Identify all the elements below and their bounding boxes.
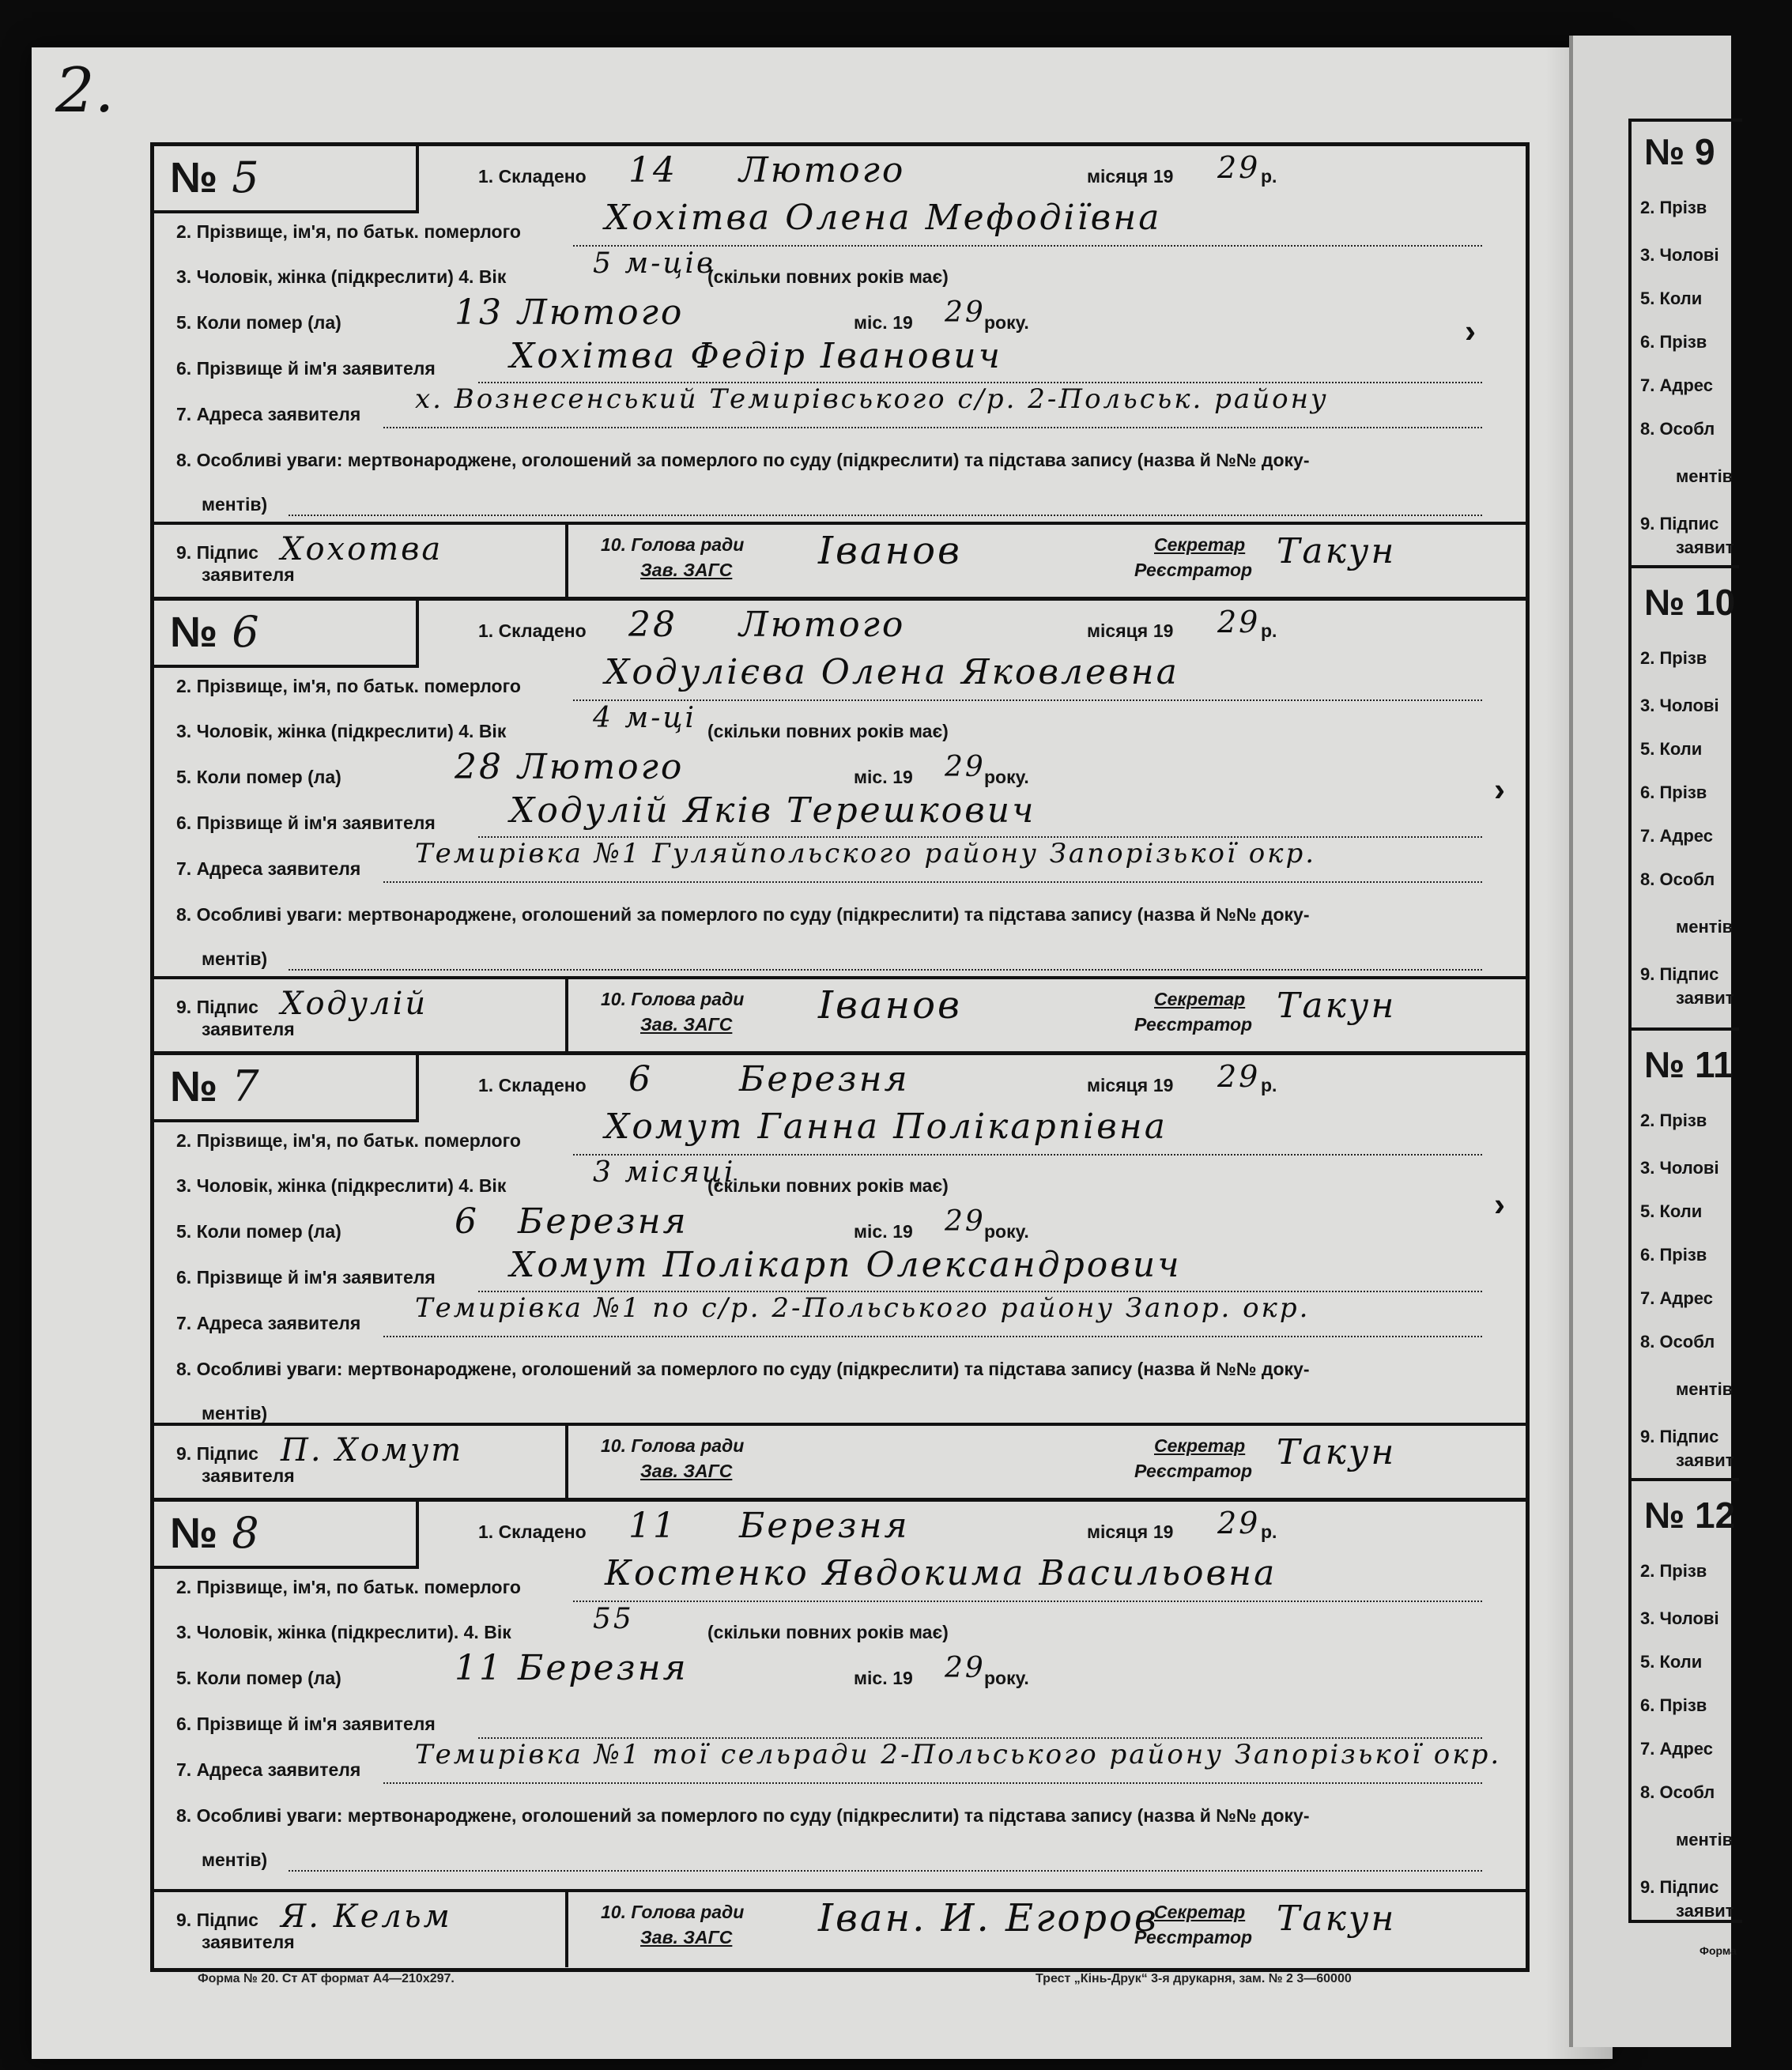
- death-record: № 7 1. Складено 6 Березня місяця 19 29 р. 2. Прізвище, ім'я, по батьк. померлого Хомут Ганна Полікарпівна 3. Чоловік, жінка (підкреслити) 4. Вік 3 місяці (скільки повних років має) 5. Коли помер (ла) 6 Березня міс. 19 29 року. 6. Прізвище й ім'я заявителя Хомут Полікарп Олександрович 7. Адреса заявителя Темирівка №1 по с/р. 2-Польського району Запор. окр. 8. Особливі уваги: мертвонароджене, оголошений за померлого по суду (підкреслити) та підстава запису (назва й №№ доку- ментів) 9. Підпис заявителя П. Хомут 10. Голова ради Зав. ЗАГС Секретар Реєстратор Такун: [154, 1055, 1526, 1502]
- signature-row: 9. Підпис заявителя Ходулій 10. Голова ради Зав. ЗАГС Іванов Секретар Реєстратор Такун: [154, 976, 1526, 1054]
- died-label: 5. Коли помер (ла): [176, 312, 341, 333]
- fill-line: [573, 1601, 1482, 1602]
- declarant-label: 6. Прізвище й ім'я заявителя: [176, 1267, 436, 1288]
- next-record-field: 5. Коли: [1640, 288, 1703, 308]
- fill-line: [289, 515, 1482, 516]
- surname-label: 2. Прізвище, ім'я, по батьк. померлого: [176, 676, 521, 696]
- next-record-field: заявит: [1676, 988, 1734, 1008]
- declarant-signature: Ходулій: [281, 986, 428, 1022]
- footer-form-info: Форма № 20. Ст АТ формат А4—210х297.: [198, 1972, 455, 1985]
- composed-year: 29: [1217, 1059, 1261, 1094]
- year-prefix: 19: [1153, 1075, 1174, 1095]
- secretary-label: Секретар: [1154, 989, 1246, 1009]
- docs-label: ментів): [202, 494, 268, 515]
- death-register-form: [150, 142, 1530, 1972]
- month-label: місяця: [1087, 166, 1149, 187]
- mis-label: міс.: [854, 1221, 888, 1242]
- next-record-field: 6. Прізв: [1640, 1245, 1707, 1265]
- composed-year: 29: [1217, 1506, 1261, 1540]
- composed-year: 29: [1217, 150, 1261, 185]
- declarant-signature: Хохотва: [281, 531, 443, 567]
- next-record-field: 8. Особл: [1640, 1782, 1715, 1802]
- next-record-field: 5. Коли: [1640, 739, 1703, 759]
- special-label: 8. Особливі уваги: мертвонароджене, оголошений за померлого по суду (підкреслити) та підстава запису (назва й №№ доку-: [176, 450, 1310, 470]
- fill-line: [289, 1870, 1482, 1872]
- deceased-age: 3 місяці: [593, 1156, 736, 1189]
- sex-age-label: 3. Чоловік, жінка (підкреслити) 4. Вік: [176, 1175, 507, 1196]
- head-signature: Іван. И. Егоров: [818, 1896, 1159, 1940]
- secretary-signature: Такун: [1277, 531, 1397, 571]
- died-month: Березня: [518, 1648, 689, 1688]
- age-note: (скільки повних років має): [707, 266, 949, 287]
- year-suffix: р.: [1261, 620, 1277, 641]
- next-record-field: заявит: [1676, 1901, 1734, 1921]
- next-record-number: № 11: [1644, 1044, 1734, 1085]
- next-record-number: № 9: [1644, 131, 1715, 172]
- next-record-field: 5. Коли: [1640, 1201, 1703, 1221]
- sex-age-label: 3. Чоловік, жінка (підкреслити) 4. Вік: [176, 721, 507, 741]
- surname-label: 2. Прізвище, ім'я, по батьк. померлого: [176, 1577, 521, 1597]
- sign-label: 9. Підпис: [176, 1443, 258, 1464]
- next-page-footer: Форма: [1700, 1944, 1737, 1957]
- record-number: № 7: [154, 1055, 419, 1122]
- died-month: Лютого: [518, 747, 685, 787]
- year-suffix: р.: [1261, 1521, 1277, 1542]
- declarant-address: Темирівка №1 по с/р. 2-Польського району Запор. окр.: [415, 1292, 1311, 1324]
- year-suffix: р.: [1261, 1075, 1277, 1095]
- address-label: 7. Адреса заявителя: [176, 858, 361, 879]
- signature-row: 9. Підпис заявителя Хохотва 10. Голова ради Зав. ЗАГС Іванов Секретар Реєстратор Такун: [154, 522, 1526, 600]
- deceased-age: 5 м-ців: [593, 247, 715, 280]
- margin-mark: ›: [1494, 771, 1505, 808]
- roku-label: року.: [984, 1668, 1029, 1688]
- declarant-label: 6. Прізвище й ім'я заявителя: [176, 358, 436, 379]
- age-note: (скільки повних років має): [707, 721, 949, 741]
- declarant-label: 6. Прізвище й ім'я заявителя: [176, 1714, 436, 1734]
- month-label: місяця: [1087, 1521, 1149, 1542]
- record-number: № 6: [154, 601, 419, 668]
- month-label: місяця: [1087, 620, 1149, 641]
- deceased-age: 4 м-ці: [593, 702, 696, 734]
- composed-month: Лютого: [739, 150, 906, 190]
- address-label: 7. Адреса заявителя: [176, 1759, 361, 1780]
- next-record-field: 2. Прізв: [1640, 1110, 1707, 1130]
- fill-line: [573, 245, 1482, 247]
- died-year: 29: [945, 296, 986, 329]
- signature-row: 9. Підпис заявителя П. Хомут 10. Голова ради Зав. ЗАГС Секретар Реєстратор Такун: [154, 1423, 1526, 1501]
- next-record-number: № 10: [1644, 582, 1736, 623]
- fill-line: [383, 881, 1482, 883]
- fill-line: [573, 699, 1482, 701]
- special-label: 8. Особливі уваги: мертвонароджене, оголошений за померлого по суду (підкреслити) та підстава запису (назва й №№ доку-: [176, 904, 1310, 925]
- next-record-field: 6. Прізв: [1640, 1695, 1707, 1715]
- next-record-field: ментів: [1676, 1379, 1734, 1399]
- declarant-name: Хомут Полікарп Олександрович: [510, 1245, 1182, 1285]
- docs-label: ментів): [202, 1849, 268, 1870]
- next-record-field: заявит: [1676, 1450, 1734, 1470]
- next-record-field: 9. Підпис: [1640, 514, 1719, 534]
- fill-line: [383, 427, 1482, 428]
- composed-row: 1. Складено: [478, 1075, 587, 1095]
- next-record-field: 2. Прізв: [1640, 198, 1707, 217]
- declarant-address: Темирівка №1 Гуляйпольского району Запорізької окр.: [415, 838, 1317, 869]
- secretary-label: Секретар: [1154, 534, 1246, 555]
- roku-label: року.: [984, 312, 1029, 333]
- deceased-age: 55: [593, 1603, 634, 1635]
- died-day: 13: [455, 292, 504, 333]
- next-record-field: 8. Особл: [1640, 869, 1715, 889]
- composed-day: 14: [628, 150, 677, 190]
- died-day: 6: [455, 1201, 479, 1242]
- died-month: Лютого: [518, 292, 685, 333]
- declarant-signature: П. Хомут: [281, 1432, 464, 1469]
- next-record-field: 8. Особл: [1640, 1332, 1715, 1352]
- mis-label: міс.: [854, 767, 888, 787]
- head-signature: Іванов: [818, 529, 962, 573]
- declarant-address: х. Вознесенський Темирівського с/р. 2-Польськ. району: [415, 383, 1329, 415]
- next-record-field: 2. Прізв: [1640, 1561, 1707, 1581]
- fill-line: [573, 1154, 1482, 1156]
- docs-label: ментів): [202, 1403, 268, 1423]
- deceased-name: Хомут Ганна Полікарпівна: [605, 1107, 1168, 1147]
- next-record-field: 8. Особл: [1640, 419, 1715, 439]
- docs-label: ментів): [202, 948, 268, 969]
- margin-mark: ›: [1465, 312, 1476, 349]
- next-record-field: 7. Адрес: [1640, 1288, 1713, 1308]
- next-record-field: 6. Прізв: [1640, 332, 1707, 352]
- died-label: 5. Коли помер (ла): [176, 767, 341, 787]
- head-signature: Іванов: [818, 983, 962, 1027]
- footer-printer-info: Трест „Кінь-Друк“ 3-я друкарня, зам. № 2 3—60000: [1036, 1972, 1352, 1985]
- composed-month: Березня: [739, 1059, 910, 1099]
- signature-row: 9. Підпис заявителя Я. Кельм 10. Голова ради Зав. ЗАГС Іван. И. Егоров Секретар Реєстратор Такун: [154, 1889, 1526, 1967]
- margin-mark: ›: [1494, 1186, 1505, 1223]
- composed-day: 6: [628, 1059, 653, 1099]
- surname-label: 2. Прізвище, ім'я, по батьк. померлого: [176, 221, 521, 242]
- next-record-field: 3. Чолові: [1640, 696, 1719, 715]
- next-record-field: заявит: [1676, 537, 1734, 557]
- died-day: 28: [455, 747, 504, 787]
- next-record-field: ментів: [1676, 1830, 1734, 1849]
- secretary-signature: Такун: [1277, 1898, 1397, 1939]
- sign-label: 9. Підпис: [176, 1910, 258, 1930]
- year-prefix: 19: [1153, 166, 1174, 187]
- death-record: № 6 1. Складено 28 Лютого місяця 19 29 р. 2. Прізвище, ім'я, по батьк. померлого Ходулієва Олена Яковлевна 3. Чоловік, жінка (підкреслити) 4. Вік 4 м-ці (скільки повних років має) 5. Коли помер (ла) 28 Лютого міс. 19 29 року. 6. Прізвище й ім'я заявителя Ходулій Яків Терешкович 7. Адреса заявителя Темирівка №1 Гуляйпольского району Запорізької окр. 8. Особливі уваги: мертвонароджене, оголошений за померлого по суду (підкреслити) та підстава запису (назва й №№ доку- ментів) 9. Підпис заявителя Ходулій 10. Голова ради Зав. ЗАГС Іванов Секретар Реєстратор Такун: [154, 601, 1526, 1055]
- deceased-name: Хохітва Олена Мефодіївна: [605, 198, 1162, 238]
- special-label: 8. Особливі уваги: мертвонароджене, оголошений за померлого по суду (підкреслити) та підстава запису (назва й №№ доку-: [176, 1359, 1310, 1379]
- fill-line: [289, 969, 1482, 971]
- sex-age-label: 3. Чоловік, жінка (підкреслити). 4. Вік: [176, 1622, 511, 1642]
- next-record-field: 9. Підпис: [1640, 1877, 1719, 1897]
- declarant-name: Ходулій Яків Терешкович: [510, 790, 1036, 831]
- head-label: 10. Голова ради: [601, 989, 745, 1009]
- composed-row: 1. Складено: [478, 166, 587, 187]
- sex-age-label: 3. Чоловік, жінка (підкреслити) 4. Вік: [176, 266, 507, 287]
- address-label: 7. Адреса заявителя: [176, 404, 361, 424]
- died-month: Березня: [518, 1201, 689, 1242]
- deceased-name: Костенко Явдокима Васильовна: [605, 1553, 1277, 1593]
- roku-label: року.: [984, 1221, 1029, 1242]
- declarant-label: 6. Прізвище й ім'я заявителя: [176, 813, 436, 833]
- sign-label: 9. Підпис: [176, 542, 258, 563]
- page-number: 2.: [55, 55, 115, 126]
- declarant-address: Темирівка №1 тої сельради 2-Польського району Запорізької окр.: [415, 1739, 1502, 1770]
- sign-label: 9. Підпис: [176, 997, 258, 1017]
- died-label: 5. Коли помер (ла): [176, 1668, 341, 1688]
- composed-row: 1. Складено: [478, 620, 587, 641]
- next-record-field: 5. Коли: [1640, 1652, 1703, 1672]
- next-record-field: ментів: [1676, 466, 1734, 486]
- next-record-field: 9. Підпис: [1640, 1427, 1719, 1446]
- next-record-field: 7. Адрес: [1640, 1739, 1713, 1759]
- died-year: 29: [945, 1652, 986, 1684]
- next-record-field: 6. Прізв: [1640, 782, 1707, 802]
- roku-label: року.: [984, 767, 1029, 787]
- secretary-signature: Такун: [1277, 1432, 1397, 1472]
- next-record-field: ментів: [1676, 917, 1734, 937]
- declarant-signature: Я. Кельм: [281, 1898, 452, 1935]
- composed-day: 28: [628, 605, 677, 645]
- died-year: 29: [945, 751, 986, 783]
- month-label: місяця: [1087, 1075, 1149, 1095]
- secretary-label: Секретар: [1154, 1435, 1246, 1456]
- address-label: 7. Адреса заявителя: [176, 1313, 361, 1333]
- head-label: 10. Голова ради: [601, 534, 745, 555]
- composed-row: 1. Складено: [478, 1521, 587, 1542]
- next-record-field: 2. Прізв: [1640, 648, 1707, 668]
- next-record-field: 3. Чолові: [1640, 1158, 1719, 1178]
- next-record-field: 7. Адрес: [1640, 375, 1713, 395]
- next-record-field: 3. Чолові: [1640, 1608, 1719, 1628]
- year-prefix: 19: [1153, 1521, 1174, 1542]
- deceased-name: Ходулієва Олена Яковлевна: [605, 652, 1179, 692]
- mis-label: міс.: [854, 1668, 888, 1688]
- year-prefix: 19: [1153, 620, 1174, 641]
- surname-label: 2. Прізвище, ім'я, по батьк. померлого: [176, 1130, 521, 1151]
- secretary-signature: Такун: [1277, 986, 1397, 1026]
- died-year: 29: [945, 1205, 986, 1238]
- fill-line: [383, 1782, 1482, 1784]
- composed-month: Березня: [739, 1506, 910, 1546]
- composed-day: 11: [628, 1506, 677, 1546]
- mis-label: міс.: [854, 312, 888, 333]
- secretary-label: Секретар: [1154, 1902, 1246, 1922]
- composed-month: Лютого: [739, 605, 906, 645]
- fill-line: [383, 1336, 1482, 1337]
- record-number: № 5: [154, 146, 419, 213]
- died-label: 5. Коли помер (ла): [176, 1221, 341, 1242]
- age-note: (скільки повних років має): [707, 1622, 949, 1642]
- composed-year: 29: [1217, 605, 1261, 639]
- died-day: 11: [455, 1648, 504, 1688]
- head-label: 10. Голова ради: [601, 1902, 745, 1922]
- record-number: № 8: [154, 1502, 419, 1569]
- special-label: 8. Особливі уваги: мертвонароджене, оголошений за померлого по суду (підкреслити) та підстава запису (назва й №№ доку-: [176, 1805, 1310, 1826]
- next-record-number: № 12: [1644, 1495, 1736, 1536]
- death-record: № 5 1. Складено 14 Лютого місяця 19 29 р. 2. Прізвище, ім'я, по батьк. померлого Хохітва Олена Мефодіївна 3. Чоловік, жінка (підкреслити) 4. Вік 5 м-ців (скільки повних років має) 5. Коли помер (ла) 13 Лютого міс. 19 29 року. 6. Прізвище й ім'я заявителя Хохітва Федір Іванович 7. Адреса заявителя х. Вознесенський Темирівського с/р. 2-Польськ. району 8. Особливі уваги: мертвонароджене, оголошений за померлого по суду (підкреслити) та підстава запису (назва й №№ доку- ментів) 9. Підпис заявителя Хохотва 10. Голова ради Зав. ЗАГС Іванов Секретар Реєстратор Такун: [154, 146, 1526, 601]
- next-record-field: 7. Адрес: [1640, 826, 1713, 846]
- age-note: (скільки повних років має): [707, 1175, 949, 1196]
- declarant-name: Хохітва Федір Іванович: [510, 336, 1002, 376]
- next-record-field: 9. Підпис: [1640, 964, 1719, 984]
- head-label: 10. Голова ради: [601, 1435, 745, 1456]
- year-suffix: р.: [1261, 166, 1277, 187]
- next-record-field: 3. Чолові: [1640, 245, 1719, 265]
- death-record: № 8 1. Складено 11 Березня місяця 19 29 р. 2. Прізвище, ім'я, по батьк. померлого Костенко Явдокима Васильовна 3. Чоловік, жінка (підкреслити). 4. Вік 55 (скільки повних років має) 5. Коли помер (ла) 11 Березня міс. 19 29 року. 6. Прізвище й ім'я заявителя 7. Адреса заявителя Темирівка №1 тої сельради 2-Польського району Запорізької окр. 8. Особливі уваги: мертвонароджене, оголошений за померлого по суду (підкреслити) та підстава запису (назва й №№ доку- ментів) 9. Підпис заявителя Я. Кельм 10. Голова ради Зав. ЗАГС Іван. И. Егоров Секретар Реєстратор Такун: [154, 1502, 1526, 1968]
